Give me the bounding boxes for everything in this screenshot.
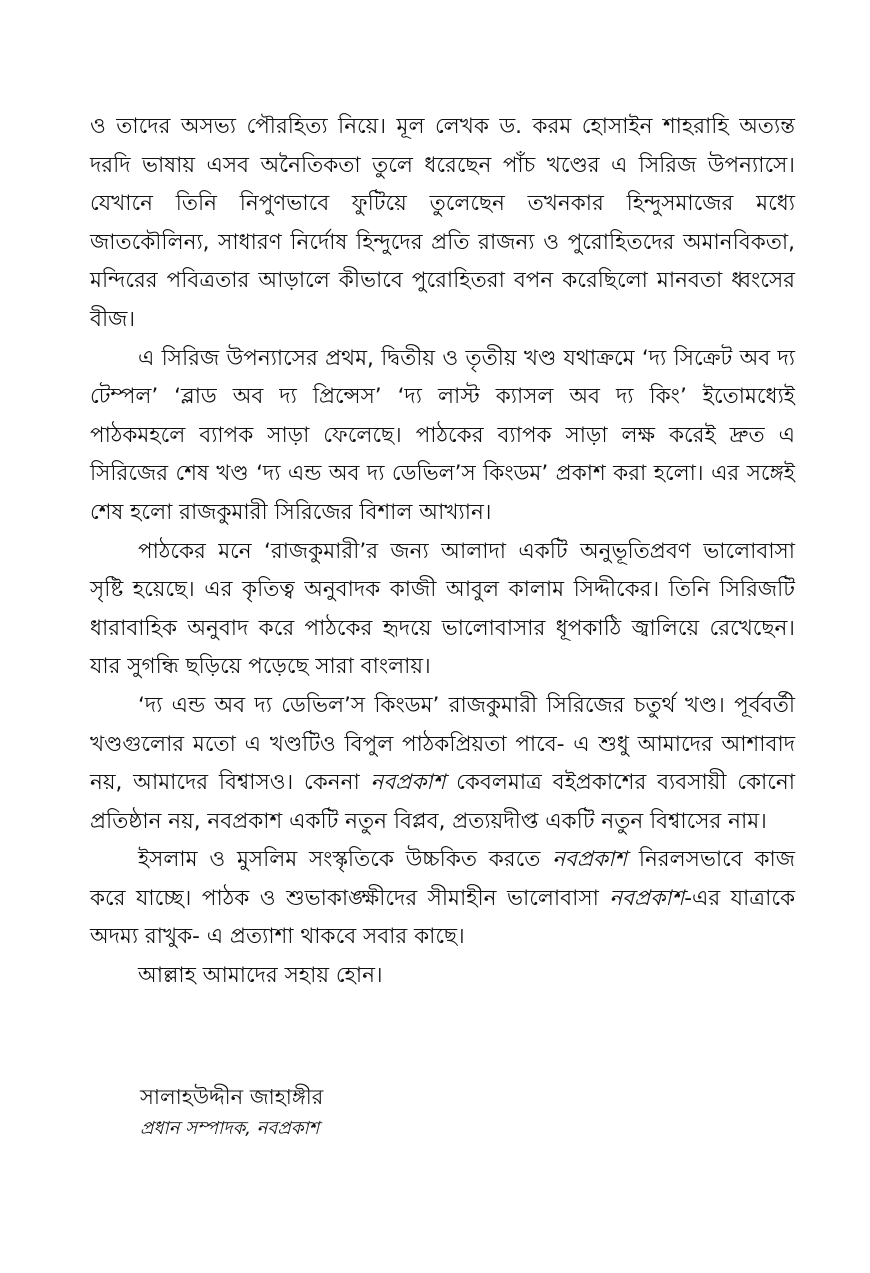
body-text bbox=[90, 108, 795, 996]
paragraph-2: এ সিরিজ উপন্যাসের প্রথম, দ্বিতীয় ও তৃতীয় খণ্ড যথাক্রমে ‘দ্য সিক্রেট অব দ্য টেম্পল’ ‘ব্লাড অব দ্য প্রিন্সেস’ ‘দ্য লাস্ট ক্যাসল অব দ্য কিং’ ইতোমধ্যেই পাঠকমহলে ব্যাপক সাড়া ফেলেছে। পাঠকের ব্যাপক সাড়া লক্ষ করেই দ্রুত এ সিরিজের শেষ খণ্ড ‘দ্য এন্ড অব দ্য ডেভিল’স কিংডম’ প্রকাশ করা হলো। এর সঙ্গেই শেষ হলো রাজকুমারী সিরিজের বিশাল আখ্যান। bbox=[90, 345, 795, 525]
publisher-name-emphasis: নবপ্রকাশ bbox=[370, 770, 446, 796]
signature-block bbox=[140, 1080, 640, 1144]
publisher-name-emphasis: নবপ্রকাশ bbox=[552, 847, 628, 873]
paragraph-4-text-a: ‘দ্য এন্ড অব দ্য ডেভিল’স কিংডম’ রাজকুমারী সিরিজের চতুর্থ খণ্ড। পূর্ববর্তী খণ্ডগুলোর মতো এ খণ্ডটিও বিপুল পাঠকপ্রিয়তা পাবে- এ শুধু আমাদের আশাবাদ নয়, আমাদের বিশ্বাসও। কেননা bbox=[90, 692, 795, 796]
publisher-name-emphasis: নবপ্রকাশ bbox=[609, 885, 685, 911]
paragraph-6: আল্লাহ আমাদের সহায় হোন। bbox=[138, 963, 383, 989]
paragraph-1: ও তাদের অসভ্য পৌরহিত্য নিয়ে। মূল লেখক ড. করম হোসাইন শাহরাহি অত্যন্ত দরদি ভাষায় এসব অনৈতিকতা তুলে ধরেছেন পাঁচ খণ্ডের এ সিরিজ উপন্যাসে। যেখানে তিনি নিপুণভাবে ফুটিয়ে তুলেছেন তখনকার হিন্দুসমাজের মধ্যে জাতকৌলিন্য, সাধারণ নির্দোষ হিন্দুদের প্রতি রাজন্য ও পুরোহিতদের অমানবিকতা, মন্দিরের পবিত্রতার আড়ালে কীভাবে পুরোহিতরা বপন করেছিলো মানবতা ধ্বংসের বীজ। bbox=[90, 114, 795, 332]
signatory-title: প্রধান সম্পাদক, নবপ্রকাশ bbox=[140, 1118, 320, 1139]
paragraph-5-text-c: -এর যাত্রাকে অদম্য রাখুক- এ প্রত্যাশা থাকবে সবার কাছে। bbox=[90, 885, 796, 950]
signatory-name: সালাহউদ্দীন জাহাঙ্গীর bbox=[140, 1085, 324, 1109]
paragraph-5-text-a: ইসলাম ও মুসলিম সংস্কৃতিকে উচ্চকিত করতে bbox=[138, 847, 553, 873]
paragraph-4 bbox=[90, 687, 795, 841]
paragraph-3: পাঠকের মনে ‘রাজকুমারী’র জন্য আলাদা একটি অনুভূতিপ্রবণ ভালোবাসা সৃষ্টি হয়েছে। এর কৃতিত্ব অনুবাদক কাজী আবুল কালাম সিদ্দীকের। তিনি সিরিজটি ধারাবাহিক অনুবাদ করে পাঠকের হৃদয়ে ভালোবাসার ধূপকাঠি জ্বালিয়ে রেখেছেন। যার সুগন্ধি ছড়িয়ে পড়েছে সারা বাংলায়। bbox=[90, 538, 795, 680]
paragraph-5-text-b: নিরলসভাবে কাজ করে যাচ্ছে। পাঠক ও শুভাকাঙ্ক্ষীদের সীমাহীন ভালোবাসা bbox=[90, 847, 796, 911]
paragraph-5 bbox=[90, 841, 795, 957]
paragraph-4-text-b: কেবলমাত্র বইপ্রকাশের ব্যবসায়ী কোনো প্রতিষ্ঠান নয়, নবপ্রকাশ একটি নতুন বিপ্লব, প্রত্যয়দীপ্ত একটি নতুন বিশ্বাসের নাম। bbox=[90, 770, 795, 834]
